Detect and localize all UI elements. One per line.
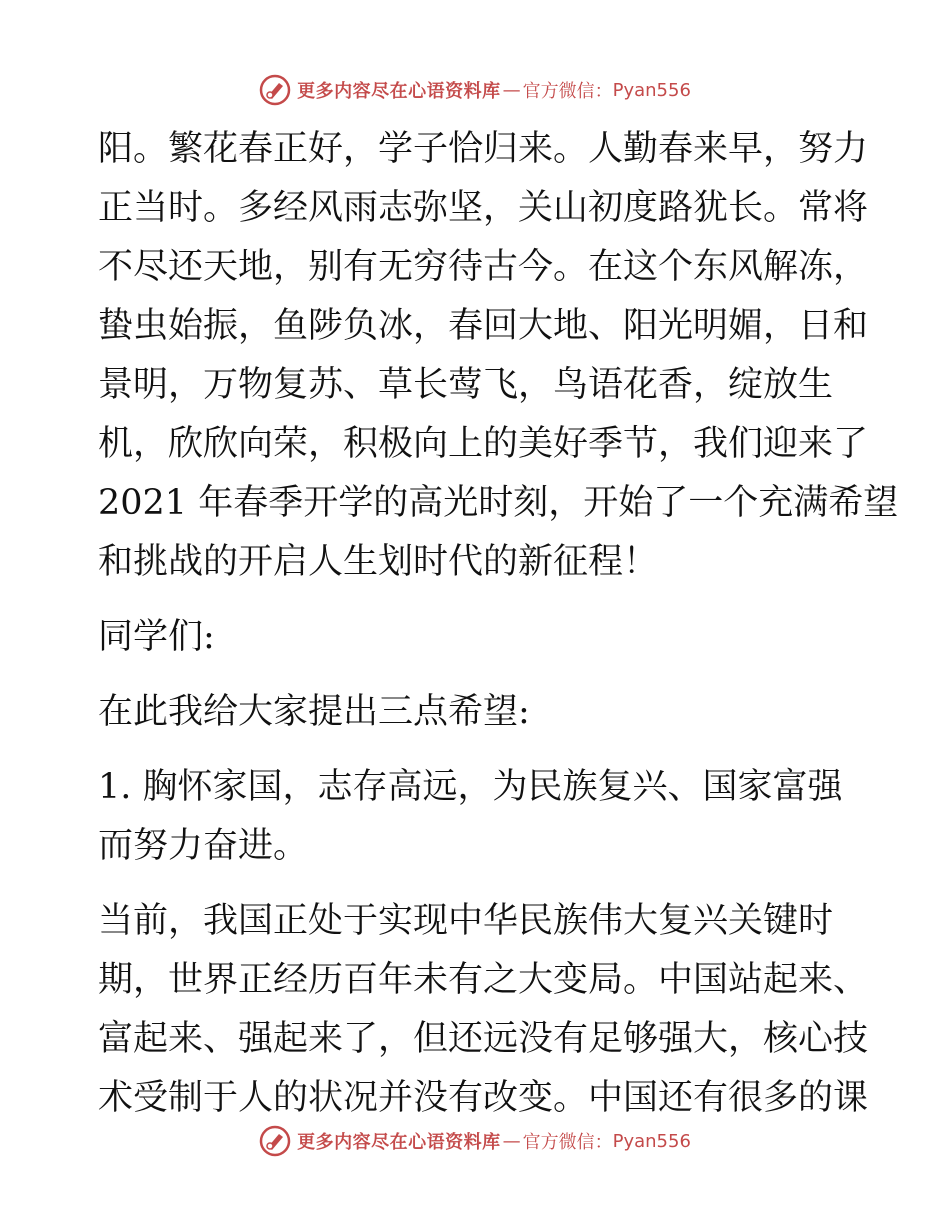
text-line: 术受制于人的状况并没有改变。中国还有很多的课 (98, 1078, 869, 1118)
watermark-label: 官方微信： (522, 81, 613, 102)
logo-icon (259, 74, 291, 106)
header-watermark (0, 73, 950, 107)
text-line: 期，世界正经历百年未有之大变局。中国站起来、 (98, 960, 869, 1000)
text-line: 1. 胸怀家国，志存高远，为民族复兴、国家富强 (98, 767, 843, 807)
paragraph-3: 在此我给大家提出三点希望: (98, 692, 530, 732)
watermark-text: 更多内容尽在心语资料库 (297, 1132, 501, 1153)
text-line: 2021 年春季开学的高光时刻，开始了一个充满希望 (98, 483, 899, 523)
text-line: 阳。繁花春正好，学子恰归来。人勤春来早，努力 (98, 129, 869, 169)
watermark-label: 官方微信： (522, 1132, 613, 1153)
paragraph-2: 同学们: (98, 617, 215, 657)
text-line: 富起来、强起来了，但还远没有足够强大，核心技 (98, 1019, 869, 1059)
text-line: 正当时。多经风雨志弥坚，关山初度路犹长。常将 (98, 188, 869, 228)
text-line: 蛰虫始振，鱼陟负冰，春回大地、阳光明媚，日和 (98, 306, 869, 346)
watermark-separator: — (502, 1130, 521, 1152)
text-line: 不尽还天地，别有无穷待古今。在这个东风解冻， (98, 247, 869, 287)
footer-watermark (0, 1124, 950, 1158)
text-line: 而努力奋进。 (98, 826, 309, 866)
text-line: 和挑战的开启人生划时代的新征程！ (98, 542, 659, 582)
paragraph-5 (98, 892, 869, 1128)
text-line: 景明，万物复苏、草长莺飞，鸟语花香，绽放生 (98, 365, 834, 405)
document-body (98, 120, 899, 1128)
watermark-text: 更多内容尽在心语资料库 (297, 81, 501, 102)
watermark-wechat-id: Pyan556 (612, 79, 691, 101)
text-line: 机，欣欣向荣，积极向上的美好季节，我们迎来了 (98, 424, 869, 464)
logo-icon (259, 1125, 291, 1157)
text-line: 当前，我国正处于实现中华民族伟大复兴关键时 (98, 901, 834, 941)
watermark-separator: — (502, 79, 521, 101)
paragraph-1 (98, 120, 899, 592)
watermark-wechat-id: Pyan556 (612, 1130, 691, 1152)
paragraph-4 (98, 758, 858, 876)
